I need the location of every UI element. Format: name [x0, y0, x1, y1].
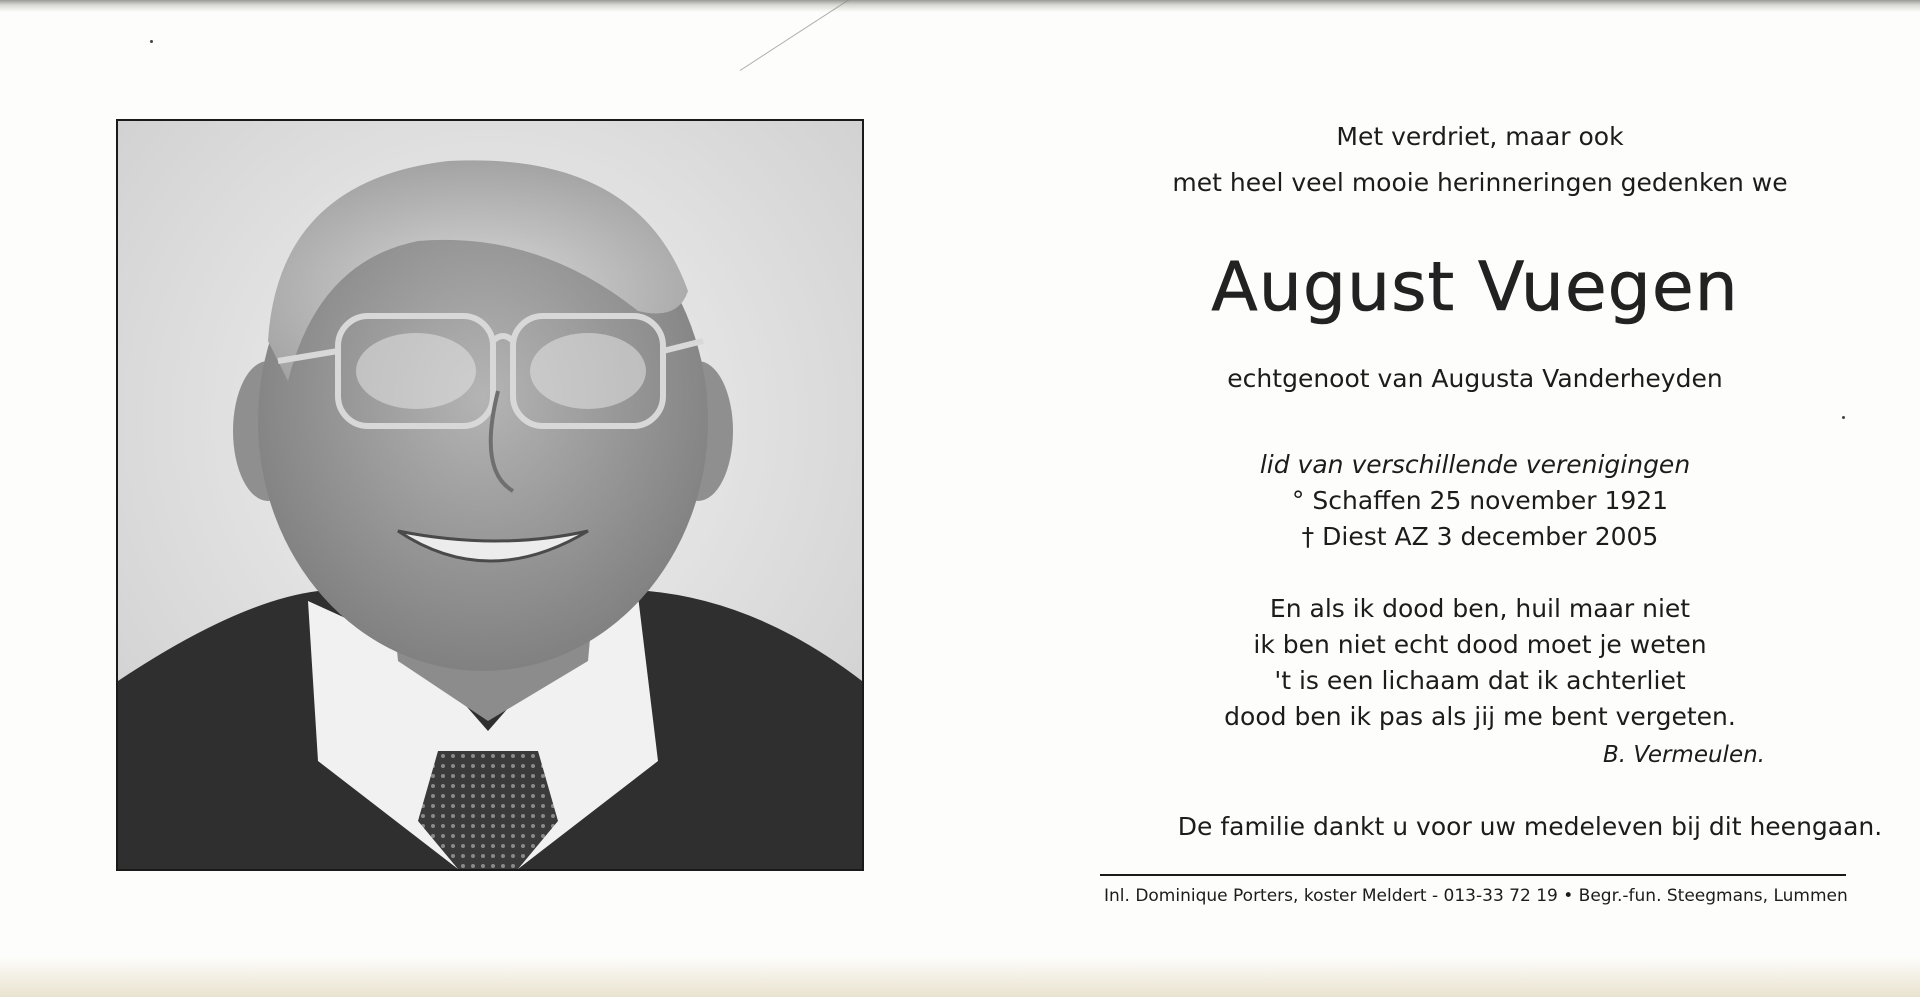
- paper-speck: [150, 40, 153, 43]
- membership-line: lid van verschillende verenigingen: [1259, 450, 1691, 479]
- poem-author: B. Vermeulen.: [1603, 742, 1765, 768]
- printer-line: Inl. Dominique Porters, koster Meldert - 013-33 72 19 • Begr.-fun. Steegmans, Lummen: [1104, 886, 1848, 906]
- card-bottom-edge: [0, 957, 1920, 997]
- poem-line-1: En als ik dood ben, huil maar niet: [1269, 594, 1691, 623]
- poem-line-2: ik ben niet echt dood moet je weten: [1253, 630, 1707, 659]
- death-line: † Diest AZ 3 december 2005: [1301, 522, 1659, 551]
- birth-line: ° Schaffen 25 november 1921: [1291, 486, 1669, 515]
- thanks-line: De familie dankt u voor uw medeleven bij dit heengaan.: [1177, 812, 1883, 841]
- intro-line-2: met heel veel mooie herinneringen gedenken we: [1172, 168, 1788, 197]
- portrait-illustration: [118, 121, 862, 869]
- paper-speck: [1842, 416, 1845, 419]
- card-top-edge: [0, 0, 1920, 12]
- portrait-photo: [116, 119, 864, 871]
- poem-line-3: 't is een lichaam dat ik achterliet: [1274, 666, 1686, 695]
- intro-line-1: Met verdriet, maar ook: [1336, 122, 1624, 151]
- poem-line-4: dood ben ik pas als jij me bent vergeten.: [1224, 702, 1736, 731]
- deceased-name: August Vuegen: [1211, 248, 1739, 327]
- divider-rule: [1100, 874, 1846, 876]
- spouse-line: echtgenoot van Augusta Vanderheyden: [1227, 364, 1723, 393]
